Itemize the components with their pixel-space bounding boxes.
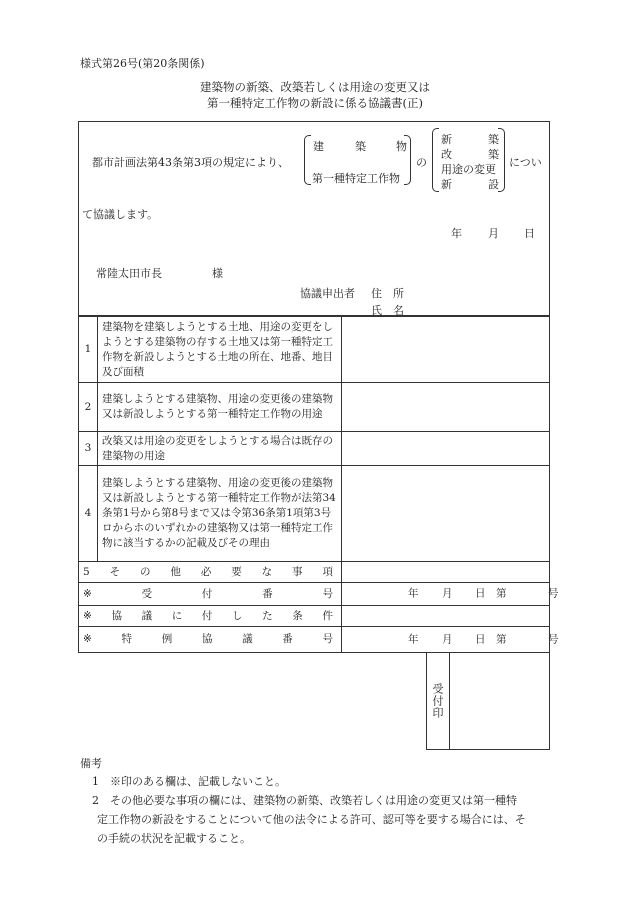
land-location-field[interactable] bbox=[342, 317, 550, 383]
special-year: 年 bbox=[408, 633, 419, 645]
receipt-number-field[interactable] bbox=[342, 583, 559, 606]
left-bracket-action bbox=[432, 128, 439, 192]
address-label: 住 所 bbox=[371, 287, 404, 300]
particle-no: の bbox=[416, 156, 427, 169]
action-new-build-1: 新 bbox=[441, 133, 452, 146]
other-matters-field[interactable] bbox=[342, 562, 550, 583]
action-use-change: 用途の変更 bbox=[441, 163, 496, 176]
special-number-suffix: 号 bbox=[548, 633, 559, 645]
object-building-char2: 築 bbox=[355, 140, 366, 153]
form-number: 様式第26号(第20条関係) bbox=[80, 57, 205, 70]
action-new-install-1: 新 bbox=[441, 178, 452, 191]
row-description: 建築しようとする建築物、用途の変更後の建築物又は新設しようとする第一種特定工作物が法第34条第1号から第8号まで又は令第36条第1項第3号ロからホのいずれかの建築物又は第一種特定工作物に該当するかの記載及びその理由 bbox=[98, 466, 342, 562]
suffix-text: につい bbox=[509, 156, 542, 169]
table-row bbox=[79, 627, 550, 653]
special-number-field[interactable] bbox=[342, 627, 559, 653]
name-label: 氏 名 bbox=[371, 304, 404, 317]
details-table bbox=[78, 316, 559, 653]
note-2-line3: の手続の状況を記載すること。 bbox=[97, 832, 251, 845]
row-number: 4 bbox=[79, 466, 98, 562]
row-description: 改築又は用途の変更をしようとする場合は既存の建築物の用途 bbox=[98, 432, 342, 466]
row-number: 1 bbox=[79, 317, 98, 383]
right-bracket-action bbox=[498, 128, 505, 192]
continuation-text: て協議します。 bbox=[82, 208, 159, 221]
object-building-char1: 建 bbox=[313, 140, 324, 153]
existing-use-field[interactable] bbox=[342, 432, 550, 466]
receipt-no: 第 bbox=[496, 587, 507, 600]
building-use-field[interactable] bbox=[342, 383, 550, 432]
right-bracket bbox=[404, 135, 411, 185]
table-row bbox=[79, 606, 550, 627]
conditions-field[interactable] bbox=[342, 606, 550, 627]
special-no: 第 bbox=[496, 633, 507, 645]
document-title-line2: 第一種特定工作物の新設に係る協議書(正) bbox=[207, 96, 423, 110]
special-number-label: ※ 特 例 協 議 番 号 bbox=[79, 627, 342, 653]
notes-heading: 備考 bbox=[80, 757, 102, 770]
stamp-divider bbox=[449, 653, 450, 749]
row-description: 建築しようとする建築物、用途の変更後の建築物又は新設しようとする第一種特定工作物の用途 bbox=[98, 383, 342, 432]
table-row bbox=[79, 317, 550, 383]
applicability-reason-field[interactable] bbox=[342, 466, 550, 562]
action-new-install-2: 設 bbox=[488, 178, 499, 191]
honorific: 様 bbox=[212, 267, 223, 280]
date-month: 月 bbox=[488, 227, 499, 240]
note-2-line1: 2 その他必要な事項の欄には、建築物の新築、改築若しくは用途の変更又は第一種特 bbox=[92, 794, 517, 807]
table-row bbox=[79, 583, 550, 606]
receipt-stamp-box[interactable] bbox=[426, 652, 550, 750]
table-row bbox=[79, 466, 550, 562]
receipt-number-label: ※ 受 付 番 号 bbox=[79, 583, 342, 606]
left-bracket bbox=[304, 135, 311, 185]
row-description: 建築物を建築しようとする土地、用途の変更をしようとする建築物の存する土地又は第一種特定工作物を新設しようとする土地の所在、地番、地目及び面積 bbox=[98, 317, 342, 383]
action-new-build-2: 築 bbox=[488, 133, 499, 146]
row-number: 2 bbox=[79, 383, 98, 432]
special-month: 月 bbox=[442, 633, 453, 645]
receipt-year: 年 bbox=[408, 587, 419, 600]
action-rebuild-2: 築 bbox=[488, 148, 499, 161]
addressee: 常陸太田市長 bbox=[96, 267, 162, 280]
table-row bbox=[79, 383, 550, 432]
legal-basis-text: 都市計画法第43条第3項の規定により、 bbox=[92, 156, 289, 169]
table-row bbox=[79, 562, 550, 583]
date-year: 年 bbox=[451, 227, 462, 240]
document-title-line1: 建築物の新築、改築若しくは用途の変更又は bbox=[200, 80, 430, 94]
conditions-label: ※ 協 議 に 付 し た 条 件 bbox=[79, 606, 342, 627]
action-rebuild-1: 改 bbox=[441, 148, 452, 161]
date-day: 日 bbox=[524, 227, 535, 240]
receipt-number-suffix: 号 bbox=[548, 587, 559, 600]
object-facility: 第一種特定工作物 bbox=[312, 172, 400, 185]
receipt-stamp-label: 受付印 bbox=[431, 683, 444, 719]
receipt-day: 日 bbox=[475, 587, 486, 600]
special-day: 日 bbox=[475, 633, 486, 645]
note-2-line2: 定工作物の新設をすることについて他の法令による許可、認可等を要する場合には、そ bbox=[97, 813, 526, 826]
receipt-month: 月 bbox=[442, 587, 453, 600]
table-row bbox=[79, 432, 550, 466]
other-matters-label: 5 そ の 他 必 要 な 事 項 bbox=[79, 562, 342, 583]
object-building-char3: 物 bbox=[396, 140, 407, 153]
note-1: 1 ※印のある欄は、記載しないこと。 bbox=[92, 775, 286, 788]
row-number: 3 bbox=[79, 432, 98, 466]
applicant-label: 協議申出者 bbox=[300, 287, 355, 300]
